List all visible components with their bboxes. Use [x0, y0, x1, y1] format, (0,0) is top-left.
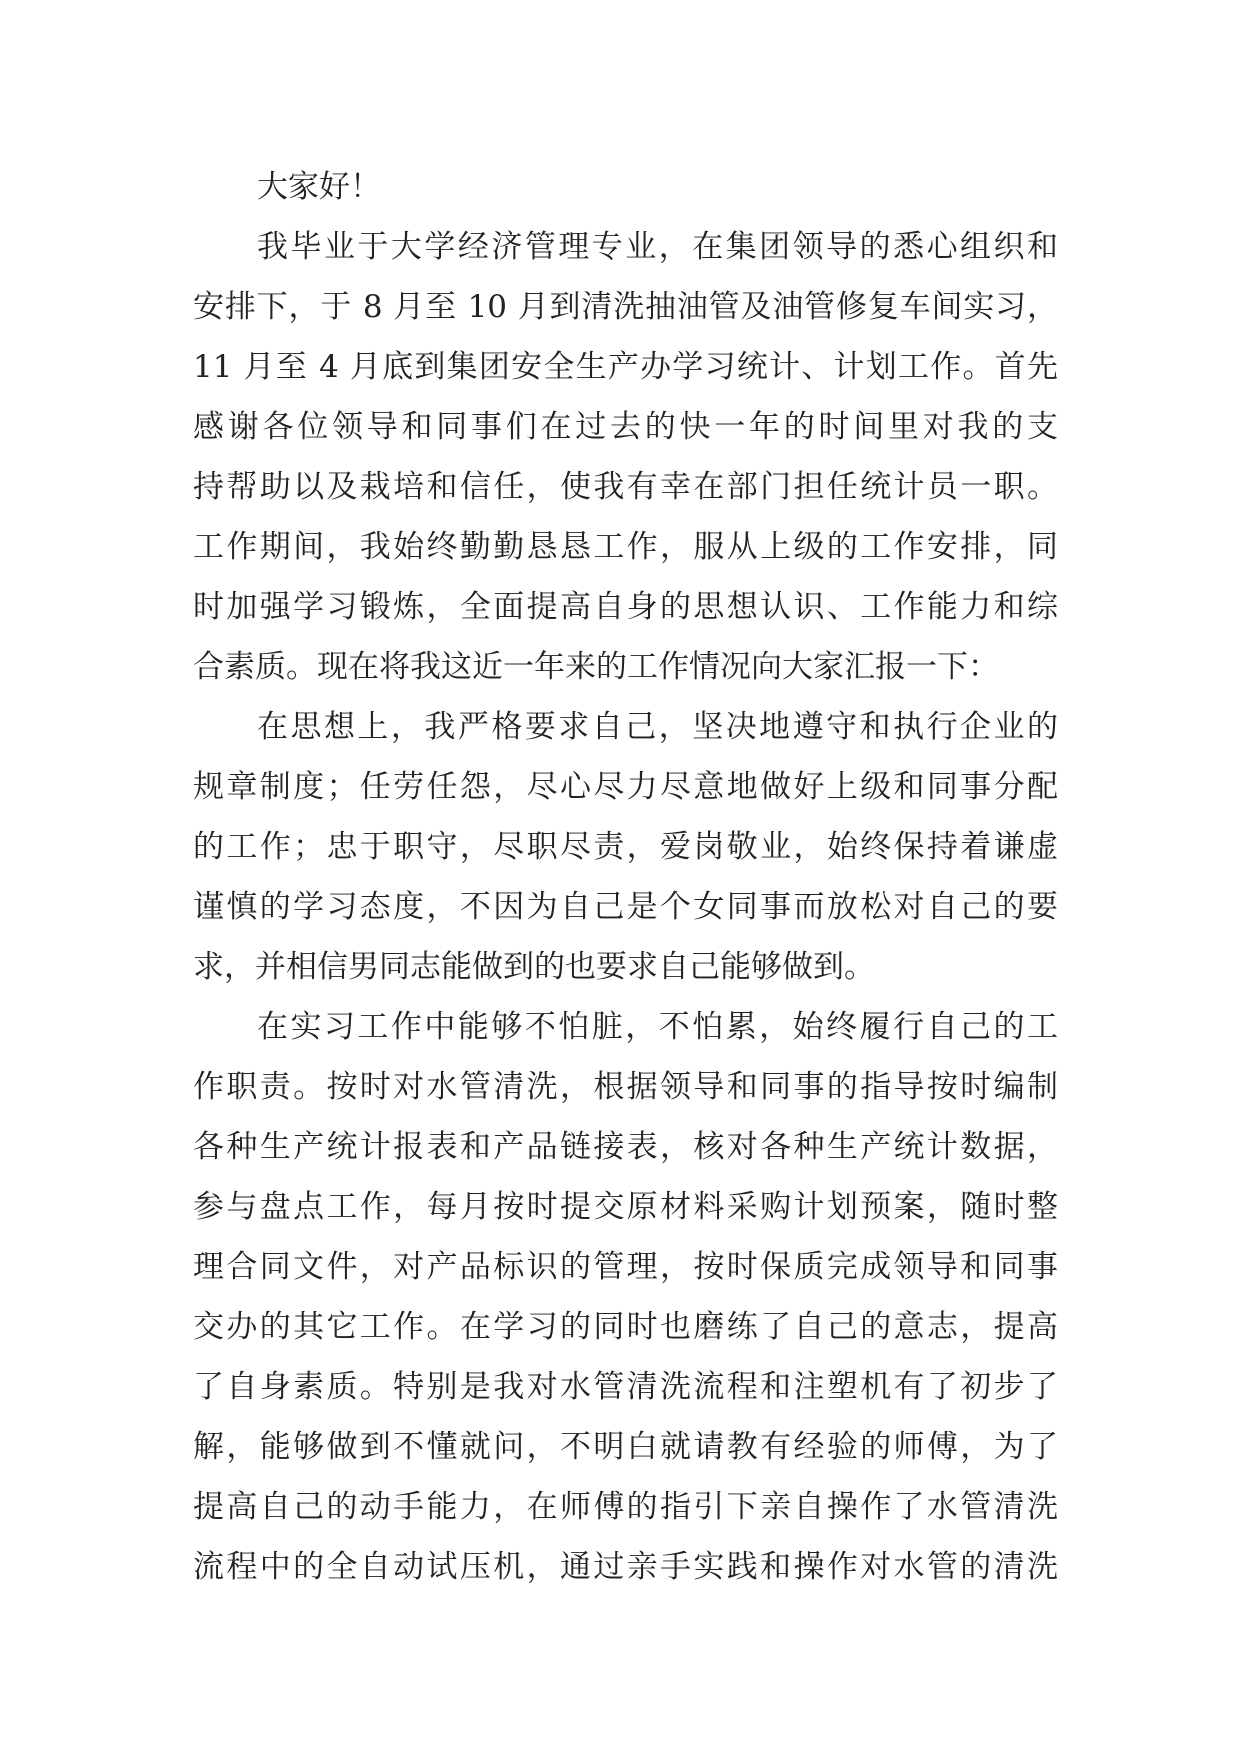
paragraph — [193, 217, 1058, 697]
paragraph-line: 时加强学习锻炼，全面提高自身的思想认识、工作能力和综 — [193, 589, 1058, 625]
paragraph-line: 解，能够做到不懂就问，不明白就请教有经验的师傅，为了 — [193, 1429, 1058, 1465]
paragraph-line: 感谢各位领导和同事们在过去的快一年的时间里对我的支 — [193, 409, 1058, 445]
paragraph-line: 规章制度；任劳任怨，尽心尽力尽意地做好上级和同事分配 — [193, 769, 1058, 805]
paragraph-line: 的工作；忠于职守，尽职尽责，爱岗敬业，始终保持着谦虚 — [193, 829, 1058, 865]
paragraph-line: 合素质。现在将我这近一年来的工作情况向大家汇报一下： — [193, 649, 999, 685]
paragraphs — [193, 217, 1058, 1597]
paragraph-line: 各种生产统计报表和产品链接表，核对各种生产统计数据， — [193, 1129, 1058, 1165]
paragraph-line: 在实习工作中能够不怕脏，不怕累，始终履行自己的工 — [257, 1009, 1058, 1045]
paragraph-line: 谨慎的学习态度，不因为自己是个女同事而放松对自己的要 — [193, 889, 1058, 925]
paragraph-line: 参与盘点工作，每月按时提交原材料采购计划预案，随时整 — [193, 1189, 1058, 1225]
paragraph-line: 提高自己的动手能力，在师傅的指引下亲自操作了水管清洗 — [193, 1489, 1058, 1525]
paragraph-line: 安排下，于 8 月至 10 月到清洗抽油管及油管修复车间实习， — [193, 289, 1058, 325]
paragraph — [193, 697, 1058, 997]
paragraph-line: 了自身素质。特别是我对水管清洗流程和注塑机有了初步了 — [193, 1369, 1058, 1405]
paragraph-line: 流程中的全自动试压机，通过亲手实践和操作对水管的清洗 — [193, 1549, 1058, 1585]
paragraph-line: 交办的其它工作。在学习的同时也磨练了自己的意志，提高 — [193, 1309, 1058, 1345]
paragraph-line: 理合同文件，对产品标识的管理，按时保质完成领导和同事 — [193, 1249, 1058, 1285]
paragraph-line: 11 月至 4 月底到集团安全生产办学习统计、计划工作。首先 — [193, 349, 1058, 385]
paragraph-line: 求，并相信男同志能做到的也要求自己能够做到。 — [193, 949, 875, 985]
paragraph-line: 我毕业于大学经济管理专业，在集团领导的悉心组织和 — [257, 229, 1058, 265]
paragraph-line: 作职责。按时对水管清洗，根据领导和同事的指导按时编制 — [193, 1069, 1058, 1105]
paragraph — [193, 997, 1058, 1597]
paragraph-line: 在思想上，我严格要求自己，坚决地遵守和执行企业的 — [257, 709, 1058, 745]
paragraph-line: 工作期间，我始终勤勤恳恳工作，服从上级的工作安排，同 — [193, 529, 1058, 565]
paragraph-line: 持帮助以及栽培和信任，使我有幸在部门担任统计员一职。 — [193, 469, 1058, 505]
greeting-line: 大家好！ — [257, 169, 381, 205]
document-body — [193, 157, 1058, 1597]
